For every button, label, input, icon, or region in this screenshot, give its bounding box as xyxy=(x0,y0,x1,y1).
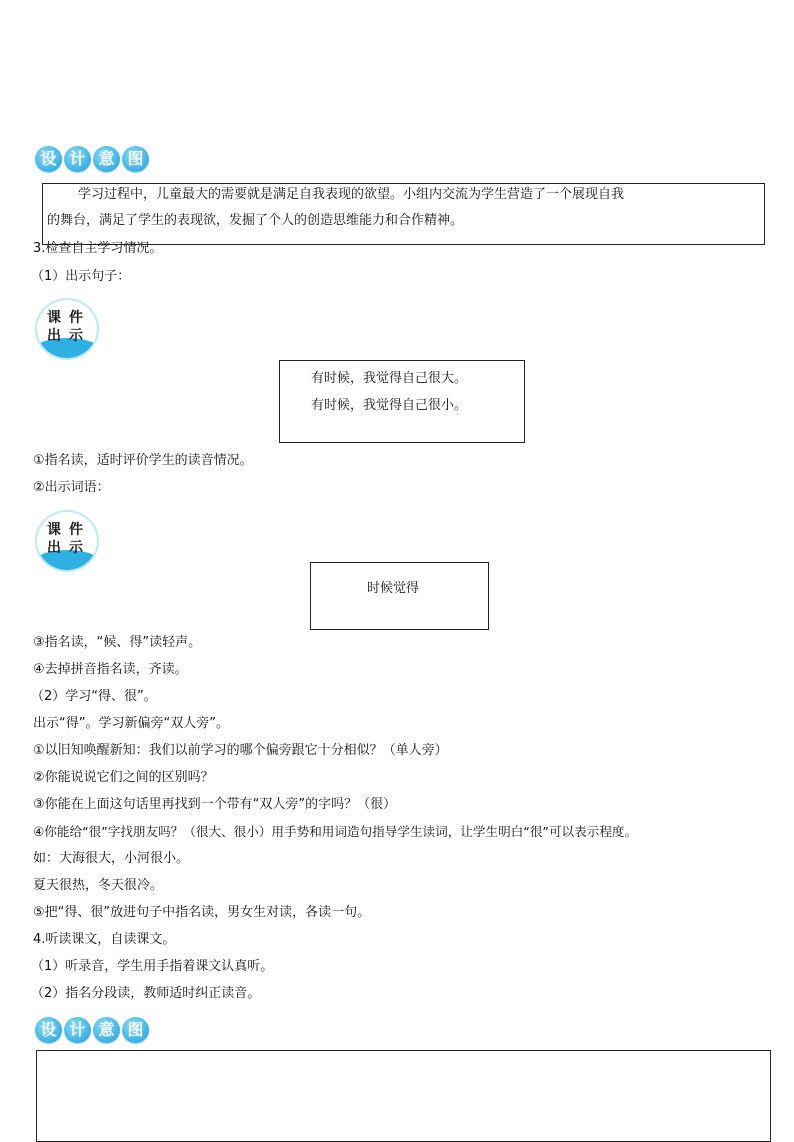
text-line: 如：大海很大，小河很小。 xyxy=(33,851,190,866)
text-line: ③指名读，“候、得”读轻声。 xyxy=(33,635,202,650)
text-line: ④你能给“很”字找朋友吗？（很大、很小）用手势和用词造句指导学生读词，让学生明白“很”可以表示程度。 xyxy=(33,824,638,839)
sentence-1: 有时候，我觉得自己很大。 xyxy=(311,371,468,386)
design-intent-line-2: 的舞台，满足了学生的表现欲，发掘了个人的创造思维能力和合作精神。 xyxy=(47,213,464,228)
step-label: （1）出示句子： xyxy=(31,269,131,284)
courseware-badge: 课 件 出 示 xyxy=(35,510,99,572)
badge-char: 意 xyxy=(93,1017,120,1043)
badge-char: 意 xyxy=(93,146,120,172)
word-box-text: 时候觉得 xyxy=(367,581,420,596)
text-line: ④去掉拼音指名读，齐读。 xyxy=(33,662,188,677)
section-heading: 3.检查自主学习情况。 xyxy=(33,241,163,256)
text-line: ①以旧知唤醒新知：我们以前学习的哪个偏旁跟它十分相似？（单人旁） xyxy=(33,743,448,758)
design-intent-badge xyxy=(35,146,149,172)
badge-char: 设 xyxy=(35,1017,62,1043)
design-intent-box-empty xyxy=(36,1050,771,1142)
badge-char: 设 xyxy=(35,146,62,172)
courseware-badge: 课 件 出 示 xyxy=(35,298,99,360)
text-line: ⑤把“得、很”放进句子中指名读，男女生对读，各读一句。 xyxy=(33,905,371,920)
sentence-2: 有时候，我觉得自己很小。 xyxy=(311,398,468,413)
text-line: 出示“得”。学习新偏旁“双人旁”。 xyxy=(33,716,229,731)
section-heading: 4.听读课文，自读课文。 xyxy=(33,932,176,947)
design-intent-badge xyxy=(35,1017,149,1043)
text-line: ①指名读，适时评价学生的读音情况。 xyxy=(33,453,253,468)
badge-char: 计 xyxy=(64,1017,91,1043)
design-intent-line-1: 学习过程中，儿童最大的需要就是满足自我表现的欲望。小组内交流为学生营造了一个展现自我 xyxy=(78,187,625,202)
step-label: （2）学习“得、很”。 xyxy=(31,689,157,704)
step-label: （2）指名分段读，教师适时纠正读音。 xyxy=(31,986,261,1001)
text-line: ③你能在上面这句话里再找到一个带有“双人旁”的字吗？（很） xyxy=(33,797,397,812)
badge-char: 计 xyxy=(64,146,91,172)
step-label: （1）听录音，学生用手指着课文认真听。 xyxy=(31,959,274,974)
text-line: ②出示词语： xyxy=(33,480,110,495)
badge-char: 图 xyxy=(122,1017,149,1043)
text-line: ②你能说说它们之间的区别吗？ xyxy=(33,770,214,785)
badge-char: 图 xyxy=(122,146,149,172)
text-line: 夏天很热，冬天很冷。 xyxy=(33,878,164,893)
